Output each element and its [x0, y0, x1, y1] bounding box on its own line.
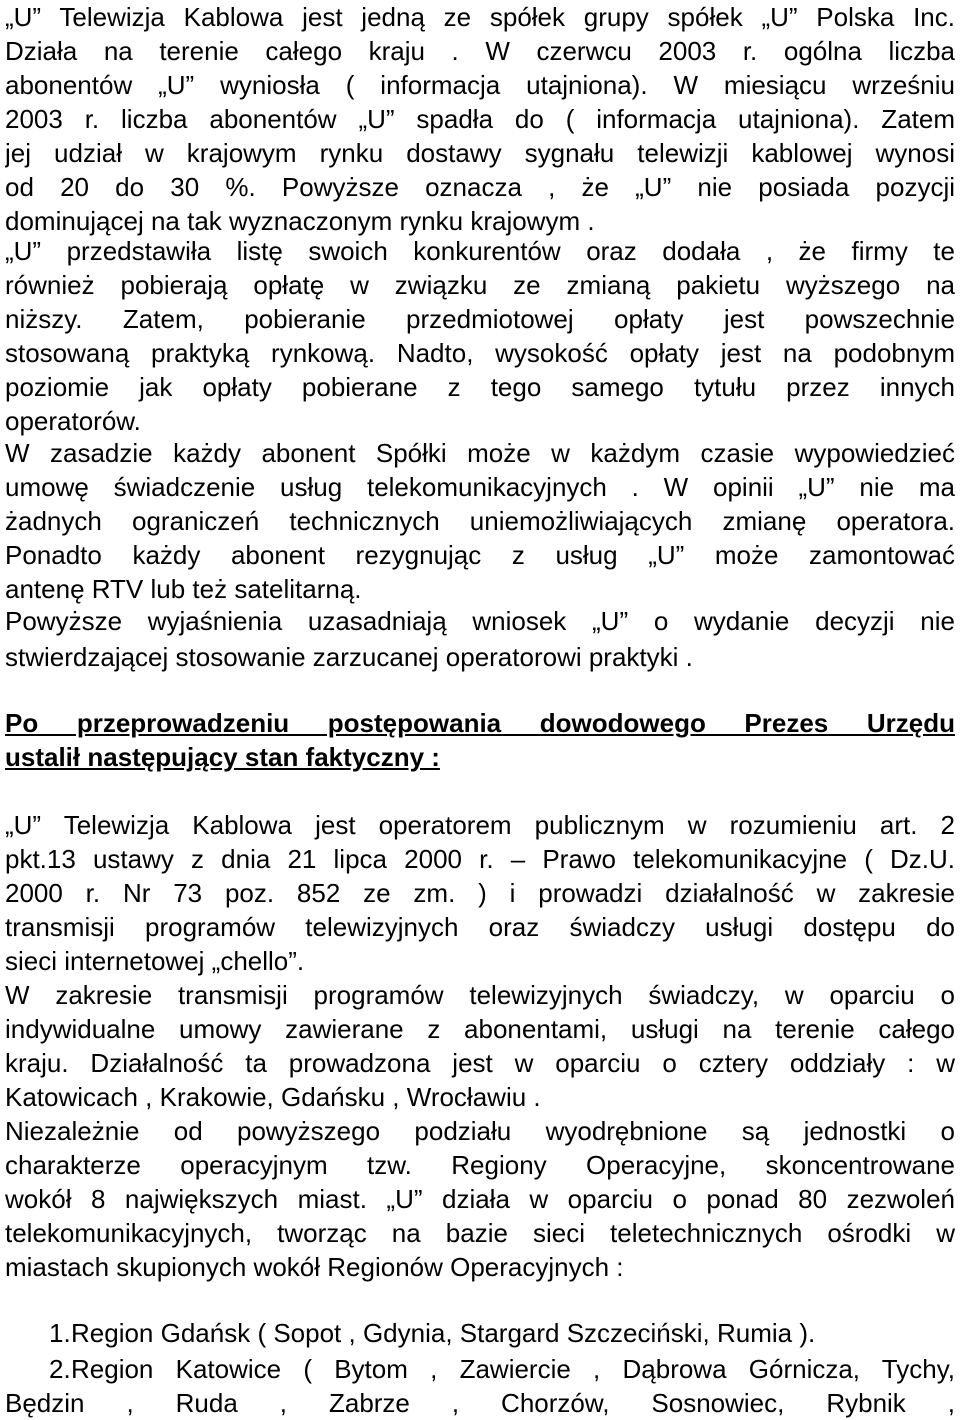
list-number: 2.	[49, 1354, 71, 1384]
text-line: telekomunikacyjnych, tworząc na bazie sieci teletechnicznych ośrodki w	[5, 1218, 955, 1248]
text-line: W zakresie transmisji programów telewizyjnych świadczy, w oparciu o	[5, 980, 955, 1010]
text-line: transmisji programów telewizyjnych oraz świadczy usługi dostępu do	[5, 912, 955, 942]
heading-line: ustalił następujący stan faktyczny :	[5, 742, 440, 772]
list-number: 1.	[49, 1318, 71, 1348]
text-line: „U” Telewizja Kablowa jest jedną ze spółek grupy spółek „U” Polska Inc.	[5, 2, 955, 32]
text-line: Powyższe wyjaśnienia uzasadniają wniosek „U” o wydanie decyzji nie	[5, 606, 955, 636]
text-line: Katowicach , Krakowie, Gdańsku , Wrocławiu .	[5, 1082, 541, 1112]
list-item-text: Będzin , Ruda , Zabrze , Chorzów, Sosnowiec, Rybnik ,	[5, 1388, 955, 1418]
text-line: żadnych ograniczeń technicznych uniemożliwiających zmianę operatora.	[5, 506, 955, 536]
text-line: 2000 r. Nr 73 poz. 852 ze zm. ) i prowadzi działalność w zakresie	[5, 878, 955, 908]
text-line: abonentów „U” wyniosła ( informacja utajniona). W miesiącu wrześniu	[5, 70, 955, 100]
text-line: od 20 do 30 %. Powyższe oznacza , że „U” nie posiada pozycji	[5, 172, 955, 202]
text-line: antenę RTV lub też satelitarną.	[5, 574, 362, 604]
text-line: operatorów.	[5, 406, 141, 436]
text-line: kraju. Działalność ta prowadzona jest w oparciu o cztery oddziały : w	[5, 1048, 955, 1078]
text-line: „U” Telewizja Kablowa jest operatorem publicznym w rozumieniu art. 2	[5, 810, 955, 840]
text-line: „U” przedstawiła listę swoich konkurentów oraz dodała , że firmy te	[5, 236, 955, 266]
text-line: Niezależnie od powyższego podziału wyodrębnione są jednostki o	[5, 1116, 955, 1146]
text-line: wokół 8 największych miast. „U” działa w oparciu o ponad 80 zezwoleń	[5, 1184, 955, 1214]
text-line: 2003 r. liczba abonentów „U” spadła do ( informacja utajniona). Zatem	[5, 104, 955, 134]
text-line: W zasadzie każdy abonent Spółki może w każdym czasie wypowiedzieć	[5, 438, 955, 468]
heading-line: Po przeprowadzeniu postępowania dowodowego Prezes Urzędu	[5, 708, 955, 738]
text-line: poziomie jak opłaty pobierane z tego samego tytułu przez innych	[5, 372, 955, 402]
text-line: indywidualne umowy zawierane z abonentami, usługi na terenie całego	[5, 1014, 955, 1044]
list-item-text: Region Gdańsk ( Sopot , Gdynia, Stargard Szczeciński, Rumia ).	[71, 1318, 816, 1348]
text-line: jej udział w krajowym rynku dostawy sygnału telewizji kablowej wynosi	[5, 138, 955, 168]
list-item-text: Region Katowice ( Bytom , Zawiercie , Dąbrowa Górnicza, Tychy,	[71, 1354, 955, 1384]
text-line: Ponadto każdy abonent rezygnując z usług „U” może zamontować	[5, 540, 955, 570]
text-line: sieci internetowej „chello”.	[5, 946, 305, 976]
text-line: Działa na terenie całego kraju . W czerwcu 2003 r. ogólna liczba	[5, 36, 955, 66]
text-line: umowę świadczenie usług telekomunikacyjnych . W opinii „U” nie ma	[5, 472, 955, 502]
text-line: niższy. Zatem, pobieranie przedmiotowej opłaty jest powszechnie	[5, 304, 955, 334]
text-line: charakterze operacyjnym tzw. Regiony Operacyjne, skoncentrowane	[5, 1150, 955, 1180]
text-line: miastach skupionych wokół Regionów Operacyjnych :	[5, 1252, 624, 1282]
text-line: dominującej na tak wyznaczonym rynku krajowym .	[5, 206, 595, 236]
text-line: stosowaną praktyką rynkową. Nadto, wysokość opłaty jest na podobnym	[5, 338, 955, 368]
text-line: stwierdzającej stosowanie zarzucanej operatorowi praktyki .	[5, 642, 693, 672]
text-line: pkt.13 ustawy z dnia 21 lipca 2000 r. – Prawo telekomunikacyjne ( Dz.U.	[5, 844, 955, 874]
text-line: również pobierają opłatę w związku ze zmianą pakietu wyższego na	[5, 270, 955, 300]
